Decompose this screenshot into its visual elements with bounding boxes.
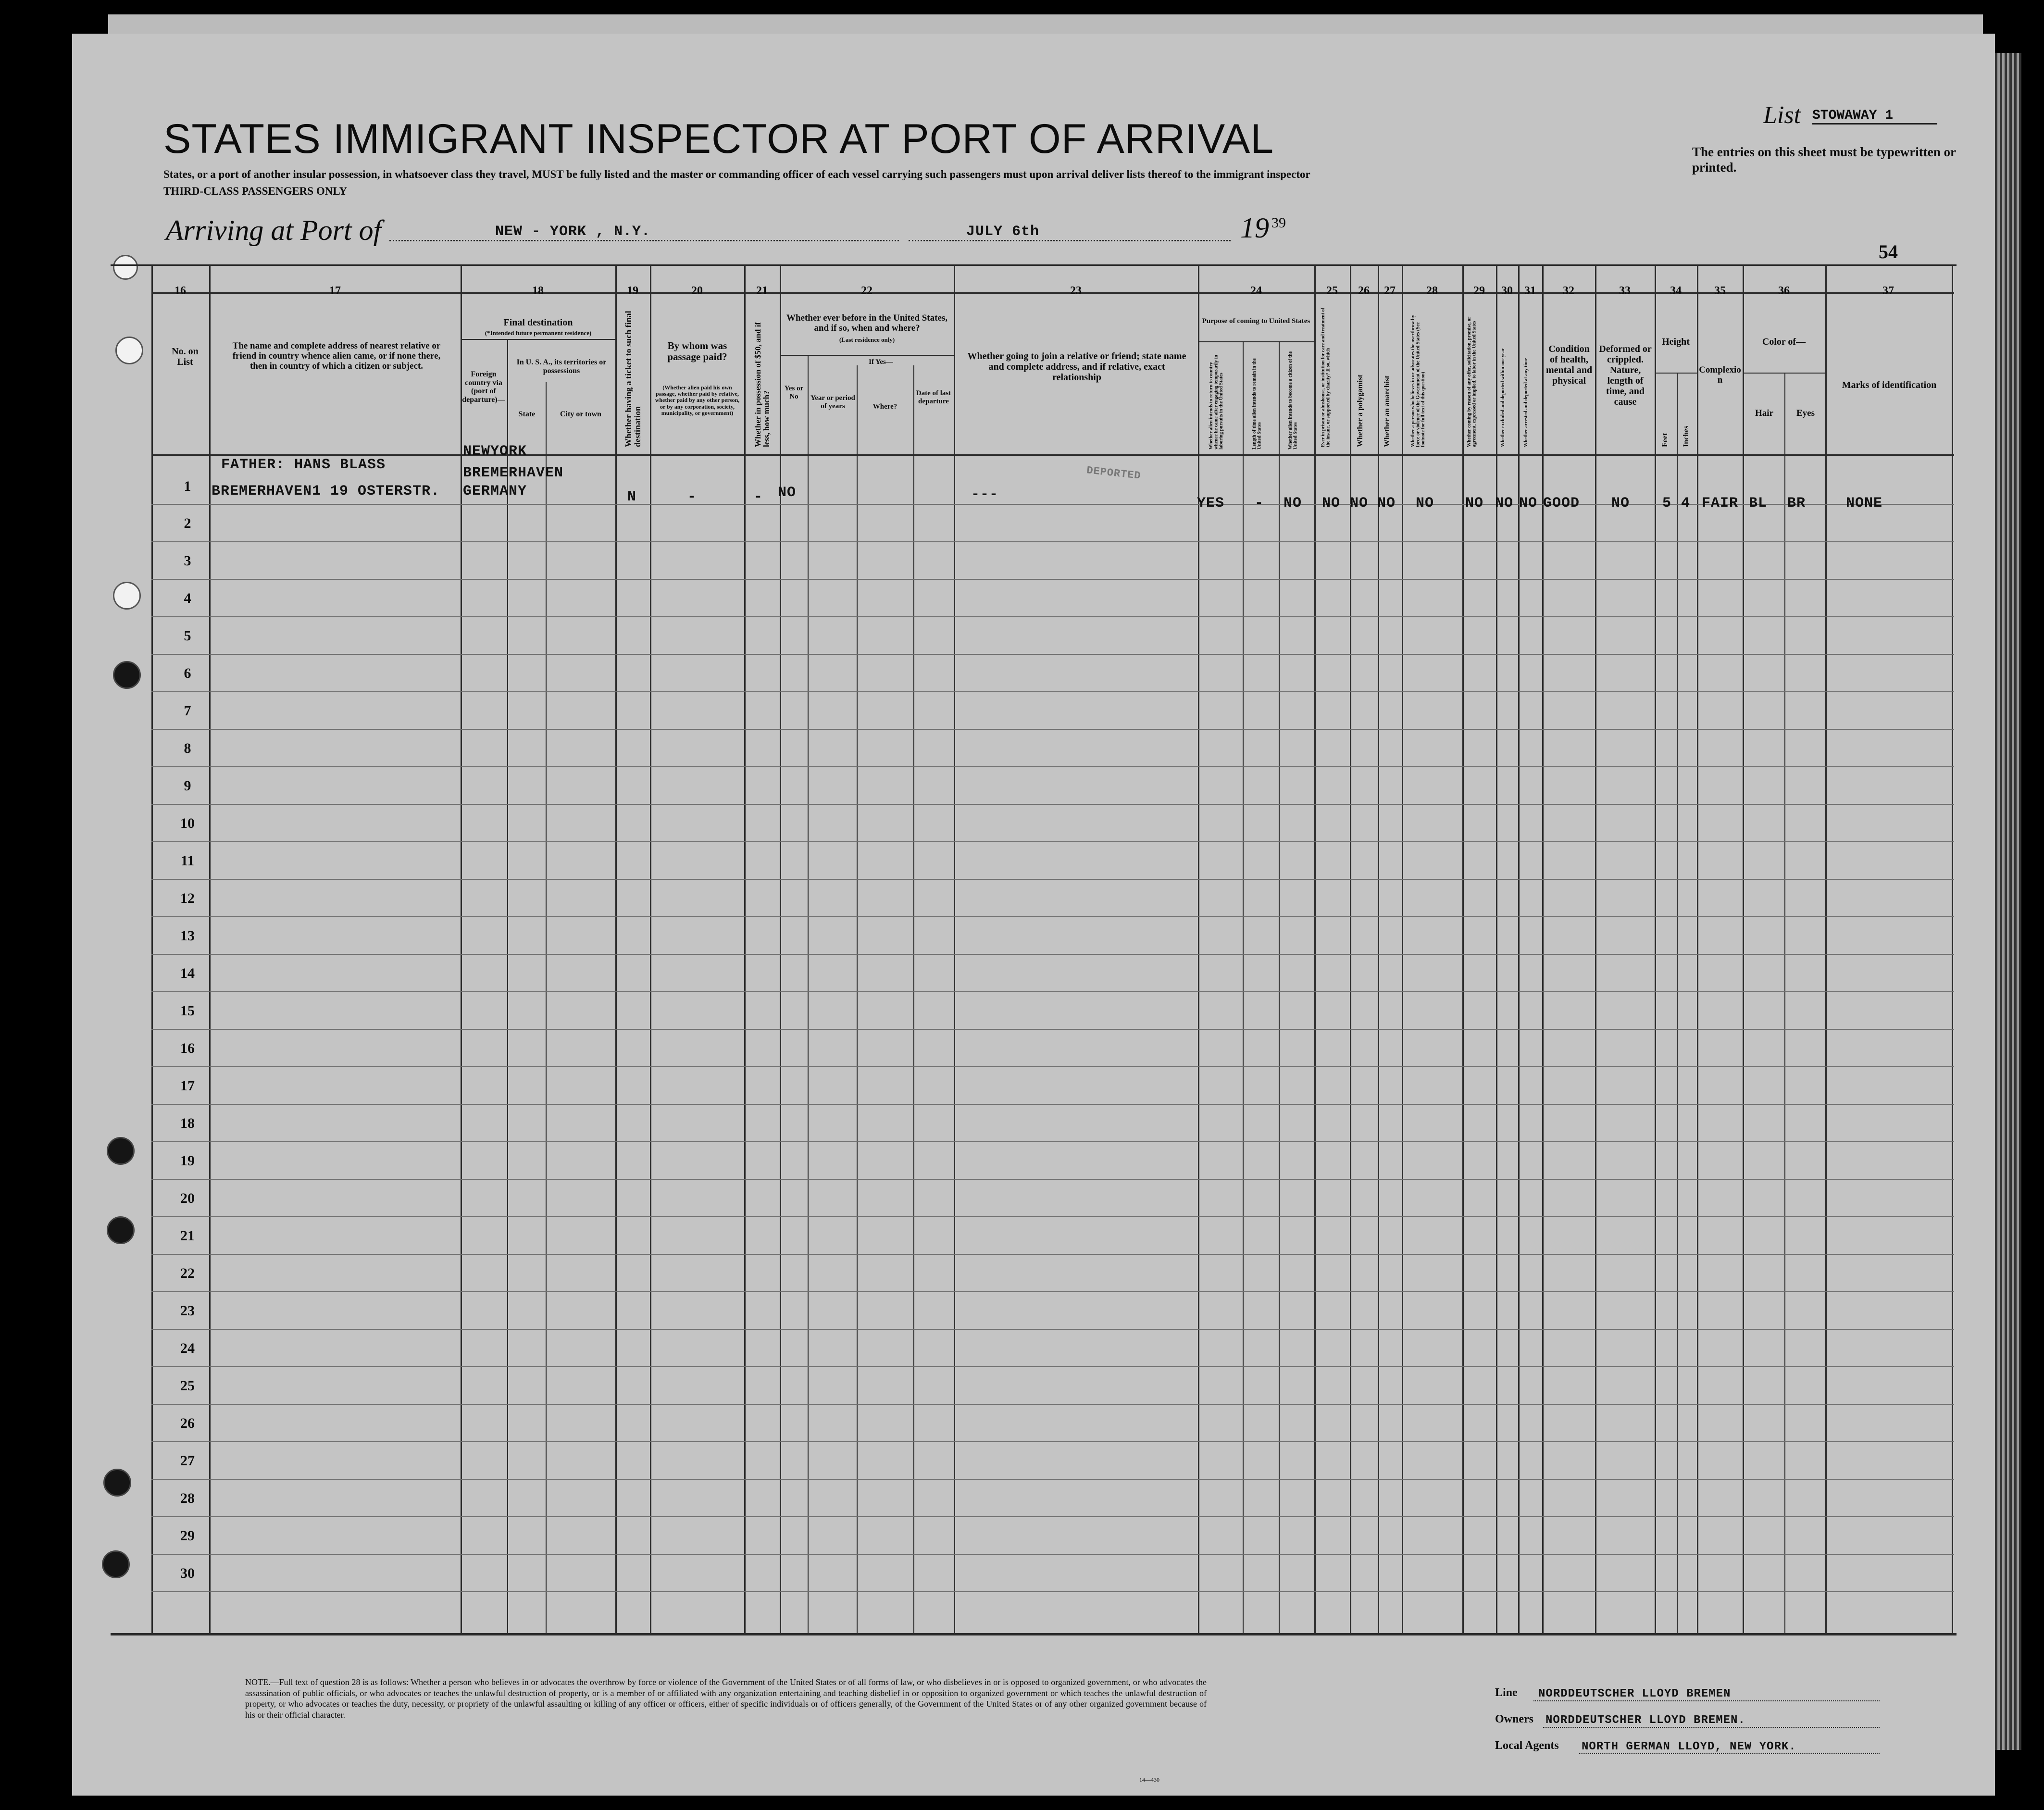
header-foreign-country: Foreign country via (port of departure)— [462,370,505,404]
row-number: 29 [180,1528,195,1544]
header-yes-no: Yes or No [784,385,804,400]
column-divider [461,264,462,1635]
column-number: 24 [1250,285,1262,297]
header-arrested: Whether arrested and deported at any time [1523,358,1529,447]
row-rule [151,1366,1954,1367]
header-city: City or town [560,410,601,418]
column-divider [1697,264,1698,1635]
instructions-text: States, or a port of another insular possession, in whatsoever class they travel, MUST be fully listed and the master or commanding officer of each vessel carrying such passengers must upon arrival deliver lists thereof to the immigrant inspector [163,168,1310,180]
column-divider [1378,264,1379,1635]
subheader-line [1198,341,1314,342]
column-number: 21 [756,285,768,297]
column-number: 36 [1778,285,1790,297]
column-divider [1743,264,1744,1635]
row-rule [151,879,1954,880]
column-number: 23 [1070,285,1082,297]
header-passage-note: (Whether alien paid his own passage, whether paid by relative, whether paid by any other person, or by any corporation, society, municipality, or government) [655,384,740,416]
column-divider [808,355,809,1635]
row-rule [151,579,1954,580]
header-before-in-us: Whether ever before in the United States, and if so, when and where? [786,313,948,333]
row-rule [151,916,1954,917]
row-rule [151,1216,1954,1217]
header-passage: By whom was passage paid? [667,340,727,363]
row-number: 14 [180,965,195,981]
port-value: NEW - YORK , N.Y. [495,224,651,240]
header-feet: Feet [1661,433,1669,447]
row-number: 5 [184,628,191,644]
port-field [389,224,899,241]
row-number: 19 [180,1153,195,1169]
year-prefix: 19 [1240,212,1269,244]
row-number: 11 [180,853,195,869]
header-health: Condition of health, mental and physical [1545,344,1593,386]
manifest-sheet [72,34,1995,1796]
binder-hole-icon [102,1550,130,1578]
entry-money: - [754,489,763,505]
entry-join: --- [971,487,999,503]
list-value: STOWAWAY 1 [1812,108,1937,125]
column-divider [1462,264,1464,1635]
row-number: 3 [184,553,191,569]
header-color-of: Color of— [1762,337,1806,347]
row-number: 27 [180,1453,195,1469]
row-number: 2 [184,515,191,531]
table-bottom-border [111,1633,1957,1635]
row-rule [151,1554,1954,1555]
header-hair: Hair [1755,408,1773,418]
date-field [909,224,1231,241]
row-rule [151,766,1954,767]
column-number: 30 [1501,285,1513,297]
date-value: JULY 6th [966,224,1040,240]
row-number: 28 [180,1490,195,1506]
entry-marks: NONE [1846,495,1883,512]
column-number: 18 [532,285,544,297]
column-number: 19 [627,285,638,297]
entry-24b: - [1255,495,1264,512]
row-number: 9 [184,778,191,794]
entry-25: NO [1322,495,1341,512]
row-number: 17 [180,1078,195,1094]
header-inches: Inches [1682,425,1690,447]
row-number: 21 [180,1228,195,1244]
agents-field [1579,1740,1880,1754]
binder-hole-icon [115,337,143,364]
column-number-divider [151,292,1954,294]
row-rule [151,1404,1954,1405]
column-divider [1518,264,1520,1635]
footnote: NOTE.—Full text of question 28 is as follows: Whether a person who believes in or advocates the overthrow by force or violence of the Government of the United States or of all forms of law, or who disbelieves in or is opposed to organized government, or who advocates the assassination of public officials, or who advocates or teaches the unlawful destruction of property, or is a member of or affiliated with any organization entertaining and teaching disbelief in or opposition to organized government or which teaches the unlawful destruction of property, or who advocates or teaches the duty, necessity, or propriety of the unlawful assaulting or killing of any officer or officers, either of specific individuals or of officers generally, of the Government of the United States or of any other organized government because of his or their official character. [245,1677,1207,1720]
column-number: 37 [1882,285,1894,297]
header-purpose-return: Whether alien intends to return to country whence he came after engaging temporarily in laboring pursuits in the United States [1209,355,1224,449]
page-title: STATES IMMIGRANT INSPECTOR AT PORT OF ARRIVAL [163,116,1274,162]
column-number: 33 [1619,285,1631,297]
row-rule [151,1254,1954,1255]
entry-26: NO [1350,495,1369,512]
entry-hair: BL [1749,495,1768,512]
row-number: 13 [180,928,195,944]
row-rule [151,1066,1954,1067]
row-number: 7 [184,703,191,719]
header-final-destination-note: (*Intended future permanent residence) [485,329,592,337]
row-rule [151,691,1954,692]
arriving-label: Arriving at Port of [166,214,382,246]
column-divider [1655,264,1656,1635]
row-rule [151,1591,1954,1592]
row-number: 20 [180,1190,195,1206]
binder-hole-icon [103,1469,131,1497]
row-number: 25 [180,1378,195,1394]
owners-field [1543,1714,1880,1728]
agents-label: Local Agents [1495,1739,1559,1752]
binder-hole-icon [107,1216,135,1244]
column-number: 20 [691,285,703,297]
column-divider [954,264,955,1635]
entry-health: GOOD [1543,495,1580,512]
header-prison: Ever in prison or almshouse, or institution for care and treatment of the insane, or supported by charity? If so, which [1321,308,1331,447]
column-number: 28 [1426,285,1438,297]
row-number: 15 [180,1003,195,1019]
column-divider [1677,373,1678,1635]
binder-hole-icon [113,661,141,689]
column-divider [1314,264,1316,1635]
entry-relative-address: BREMERHAVEN1 19 OSTERSTR. [212,483,440,499]
agents-value: NORTH GERMAN LLOYD, NEW YORK. [1582,1740,1796,1753]
row-number: 16 [180,1040,195,1056]
entry-passage: - [687,489,697,505]
subheader-line [1655,373,1697,374]
row-number: 23 [180,1303,195,1319]
column-number: 32 [1563,285,1574,297]
column-number: 27 [1384,285,1396,297]
owners-label: Owners [1495,1713,1533,1725]
row-rule [151,541,1954,542]
header-before-note: (Last residence only) [839,336,895,343]
column-divider [1542,264,1544,1635]
entry-inches: 4 [1681,495,1691,512]
binder-hole-icon [107,1137,135,1165]
column-divider [1350,264,1351,1635]
row-number: 22 [180,1265,195,1281]
header-overthrow: Whether a person who believes in or advocates the overthrow by force or violence of the Government of the United States (See footnote for full text of this question) [1410,315,1426,447]
column-divider [1952,264,1953,1635]
row-rule [151,804,1954,805]
row-rule [151,991,1954,992]
deported-stamp: DEPORTED [1086,464,1142,482]
header-bottom-border [151,454,1954,456]
line-value: NORDDEUTSCHER LLOYD BREMEN [1538,1687,1731,1700]
header-purpose-citizen: Whether alien intends to become a citizen of the United States [1288,351,1298,449]
header-departure-date: Date of last departure [916,389,951,405]
row-rule [151,1141,1954,1142]
line-label: Line [1495,1686,1518,1699]
header-list-number: No. on List [172,346,199,367]
header-join-relative: Whether going to join a relative or friend; state name and complete address, and if relative, exact relationship [967,351,1186,383]
column-divider [1279,341,1280,1635]
row-number: 10 [180,815,195,831]
entry-destination-3: GERMANY [463,483,527,499]
page-number: 54 [1879,241,1898,262]
column-divider [1595,264,1596,1635]
header-state: State [518,410,536,418]
column-divider [151,264,153,1635]
column-divider [1243,341,1244,1635]
header-polygamist: Whether a polygamist [1356,374,1364,447]
subheader-line [780,355,954,356]
header-purpose-length: Length of time alien intends to remain in the United States [1252,358,1262,449]
row-rule [151,954,1954,955]
header-purpose: Purpose of coming to United States [1202,317,1310,325]
row-rule [151,1329,1954,1330]
entry-30: NO [1495,495,1514,512]
row-rule [151,1479,1954,1480]
row-number: 12 [180,890,195,906]
column-number: 29 [1473,285,1485,297]
column-divider [546,382,547,1635]
owners-value: NORDDEUTSCHER LLOYD BREMEN. [1545,1714,1745,1727]
row-rule [151,654,1954,655]
entry-relative-name: FATHER: HANS BLASS [221,457,386,473]
header-excluded: Whether excluded and deported within one year [1500,348,1506,447]
typewritten-note: The entries on this sheet must be typewritten or printed. [1692,145,1956,175]
column-number: 35 [1714,285,1726,297]
entry-eyes: BR [1787,495,1806,512]
column-divider [1496,264,1497,1635]
entry-28: NO [1416,495,1434,512]
entry-ticket: N [627,489,637,505]
binder-hole-icon [113,582,141,610]
table-top-border [111,264,1957,266]
entry-complexion: FAIR [1702,495,1739,512]
column-divider [744,264,746,1635]
column-divider [1198,264,1199,1635]
header-marks: Marks of identification [1842,380,1937,390]
column-divider [857,365,858,1635]
column-number: 25 [1326,285,1338,297]
row-number: 26 [180,1415,195,1431]
row-number: 8 [184,740,191,756]
column-number: 17 [329,285,341,297]
entry-24c: NO [1284,495,1302,512]
row-rule [151,1441,1954,1442]
entry-deformed: NO [1611,495,1630,512]
row-rule [151,729,1954,730]
entry-31: NO [1519,495,1538,512]
header-anarchist: Whether an anarchist [1383,375,1391,447]
column-number: 34 [1670,285,1682,297]
column-divider [650,264,651,1635]
entry-before: NO [778,485,797,501]
header-deformed: Deformed or crippled. Nature, length of time, and cause [1599,344,1652,407]
header-money: Whether in possession of $50, and if less, how much? [753,322,771,447]
row-number: 18 [180,1115,195,1131]
row-rule [151,1291,1954,1292]
header-where: Where? [872,403,897,411]
header-complexion: Complexion [1699,365,1741,385]
header-if-yes: If Yes— [869,358,893,366]
subheader-line [1743,373,1825,374]
entry-27: NO [1377,495,1396,512]
row-number: 24 [180,1340,195,1356]
column-number: 31 [1524,285,1536,297]
column-number: 26 [1358,285,1370,297]
list-label: List [1763,101,1801,129]
header-final-destination: Final destination [503,317,573,328]
column-number: 16 [174,285,186,297]
form-number: 14—430 [1139,1776,1159,1783]
row-rule [151,1104,1954,1105]
header-labor-offer: Whether coming by reason of any offer, solicitation, promise, or agreement, expressed or implied, to labor in the United States [1467,316,1477,447]
entry-24a: YES [1197,495,1225,512]
header-relative: The name and complete address of nearest relative or friend in country whence alien came, or if none there, then in country of which a citizen or subject. [232,341,441,371]
subheader-line [461,339,615,340]
header-in-usa: In U. S. A., its territories or possessions [516,358,607,375]
row-number: 4 [184,590,191,606]
column-number: 22 [861,285,872,297]
header-year: Year or period of years [810,394,855,410]
row-rule [151,616,1954,617]
year-suffix: 39 [1271,215,1286,231]
row-rule [151,1516,1954,1517]
column-divider [507,339,508,1635]
column-divider [615,264,617,1635]
binder-hole-icon [113,255,138,280]
column-divider [1402,264,1403,1635]
row-rule [151,841,1954,842]
row-rule [151,1029,1954,1030]
header-height: Height [1662,337,1690,347]
column-divider [1784,373,1785,1635]
row-number: 30 [180,1565,195,1581]
entry-destination-2: BREMERHAVEN [463,465,564,481]
column-divider [780,264,781,1635]
line-field [1533,1687,1880,1701]
row-number: 1 [184,478,191,494]
column-divider [913,365,914,1635]
class-label: THIRD-CLASS PASSENGERS ONLY [163,185,348,197]
row-rule [151,1179,1954,1180]
entry-29: NO [1465,495,1484,512]
column-divider [1825,264,1827,1635]
header-eyes: Eyes [1796,408,1815,418]
header-ticket: Whether having a ticket to such final destination [623,311,642,447]
entry-destination-1: NEWYORK [463,443,527,460]
entry-feet: 5 [1662,495,1672,512]
row-number: 6 [184,665,191,681]
